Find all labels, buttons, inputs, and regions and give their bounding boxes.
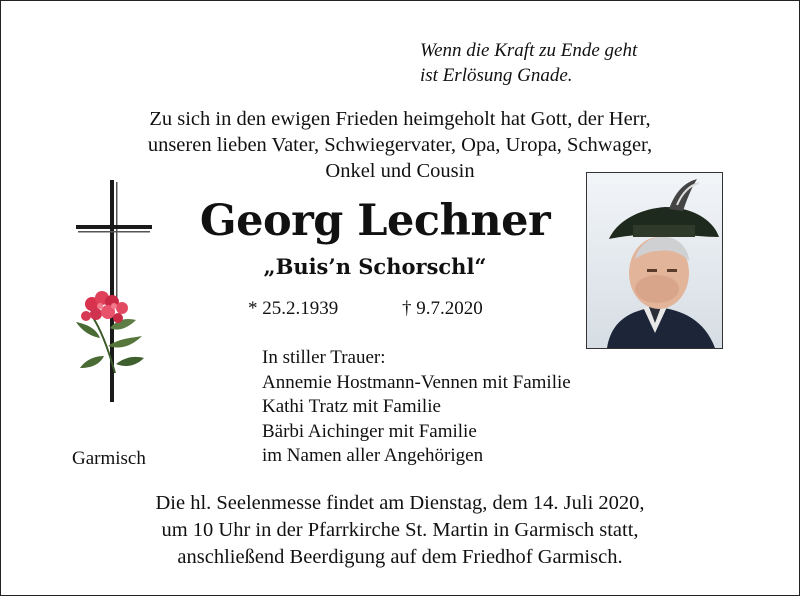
mass-line: anschließend Beerdigung auf dem Friedhof Garmisch. [177,546,623,568]
place-name: Garmisch [72,448,146,469]
mourner-entry: Bärbi Aichinger mit Familie [262,420,477,442]
mourner-entry: Kathi Tratz mit Familie [262,396,441,417]
motto [420,38,637,88]
birth-date: * 25.2.1939 [248,298,339,319]
intro-line: unseren lieben Vater, Schwiegervater, Opa, Uropa, Schwager, [147,134,653,156]
cross-icon [70,178,160,406]
motto-line: Wenn die Kraft zu Ende geht [420,40,638,61]
mass-line: Die hl. Seelenmesse findet am Dienstag, dem 14. Juli 2020, [155,492,645,514]
mourner-entry: im Namen aller Angehörigen [262,445,484,466]
portrait-photo-image [587,173,722,348]
intro-line: Onkel und Cousin [325,160,475,182]
mass-announcement [40,490,760,571]
mourner-entry: Annemie Hostmann-Vennen mit Familie [262,371,571,393]
portrait-photo [586,172,723,349]
death-date: † 9.7.2020 [402,298,483,319]
deceased-nickname: „Buis’n Schorschl“ [263,254,487,279]
intro-line: Zu sich in den ewigen Frieden heimgeholt hat Gott, der Herr, [149,108,651,130]
motto-line: ist Erlösung Gnade. [420,65,573,86]
mourners-heading: In stiller Trauer: [262,347,386,368]
mourners-list [262,346,571,469]
deceased-name: Georg Lechner [199,196,551,246]
mass-line: um 10 Uhr in der Pfarrkirche St. Martin in Garmisch statt, [161,519,639,541]
